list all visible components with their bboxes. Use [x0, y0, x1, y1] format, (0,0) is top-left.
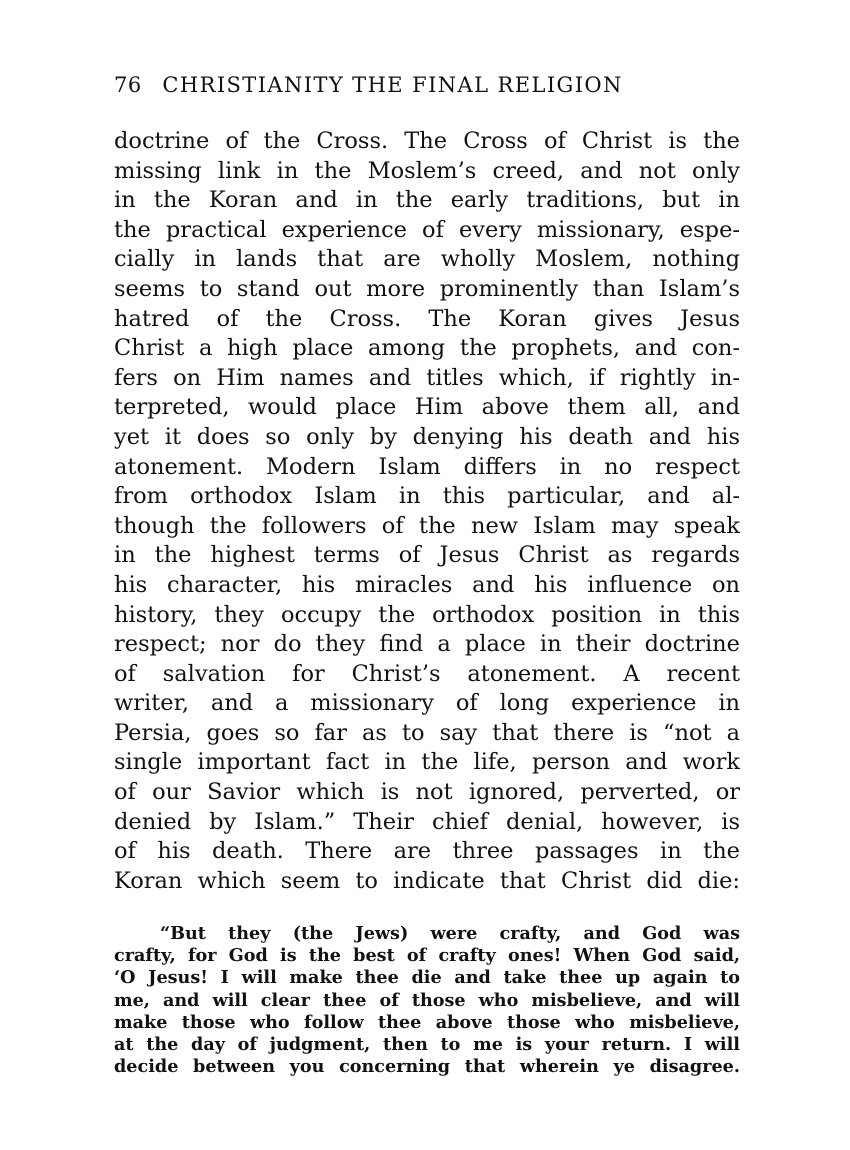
block-quote — [114, 923, 740, 1078]
body-paragraph — [114, 127, 740, 896]
body-line: atonement. Modern Islam differs in no respect — [114, 453, 740, 480]
body-line: Koran which seem to indicate that Christ did die: — [114, 867, 740, 894]
body-line: Christ a high place among the prophets, and con- — [114, 335, 740, 362]
body-line: yet it does so only by denying his death and his — [114, 423, 740, 450]
body-line: from orthodox Islam in this particular, and al- — [114, 483, 740, 510]
body-line: in the highest terms of Jesus Christ as regards — [114, 542, 740, 569]
body-line: fers on Him names and titles which, if rightly in- — [114, 364, 740, 391]
body-line: denied by Islam.” Their chief denial, however, is — [114, 808, 740, 835]
page-number: 76 — [114, 73, 142, 97]
quote-line: make those who follow thee above those who misbelieve, — [114, 1011, 740, 1033]
body-line: writer, and a missionary of long experience in — [114, 690, 740, 717]
body-line: of his death. There are three passages in the — [114, 838, 740, 865]
running-title: CHRISTIANITY THE FINAL RELIGION — [162, 73, 623, 97]
body-line: cially in lands that are wholly Moslem, nothing — [114, 246, 740, 273]
quote-line: me, and will clear thee of those who misbelieve, and will — [114, 989, 740, 1011]
quote-line: ‘O Jesus! I will make thee die and take thee up again to — [114, 967, 740, 989]
body-line: terpreted, would place Him above them all, and — [114, 394, 740, 421]
body-line: missing link in the Moslem’s creed, and not only — [114, 157, 740, 184]
body-line: the practical experience of every missionary, espe- — [114, 216, 740, 243]
quote-line: decide between you concerning that wherein ye disagree. — [114, 1056, 740, 1078]
body-line: hatred of the Cross. The Koran gives Jesus — [114, 305, 740, 332]
body-line: of our Savior which is not ignored, perverted, or — [114, 779, 740, 806]
body-line: history, they occupy the orthodox position in this — [114, 601, 740, 628]
body-line: his character, his miracles and his influence on — [114, 571, 740, 598]
body-line: of salvation for Christ’s atonement. A recent — [114, 660, 740, 687]
quote-line: at the day of judgment, then to me is your return. I will — [114, 1033, 740, 1055]
body-line: though the followers of the new Islam may speak — [114, 512, 740, 539]
quote-line: crafty, for God is the best of crafty ones! When God said, — [114, 945, 740, 967]
body-line: Persia, goes so far as to say that there is “not a — [114, 719, 740, 746]
body-line: doctrine of the Cross. The Cross of Christ is the — [114, 128, 740, 154]
body-line: single important fact in the life, person and work — [114, 749, 740, 776]
body-line: in the Koran and in the early traditions, but in — [114, 187, 740, 214]
body-line: seems to stand out more prominently than Islam’s — [114, 275, 740, 302]
body-line: respect; nor do they find a place in their doctrine — [114, 631, 740, 658]
quote-line: “But they (the Jews) were crafty, and God was — [160, 923, 740, 944]
running-header — [114, 70, 734, 100]
